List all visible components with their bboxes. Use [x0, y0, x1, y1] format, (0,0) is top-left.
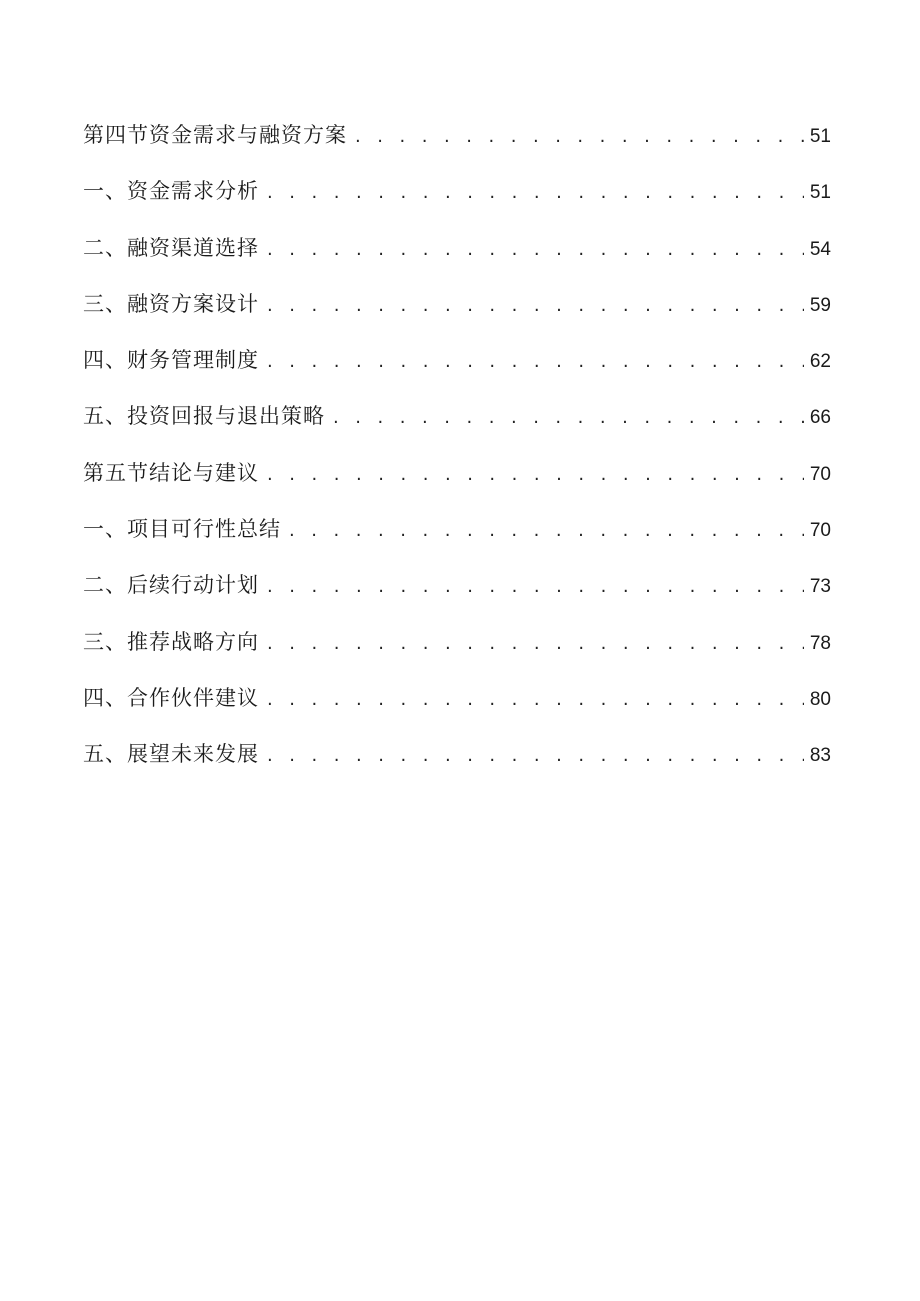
- toc-entry-page-number: 59: [809, 294, 831, 316]
- toc-entry-page-number: 62: [809, 351, 831, 373]
- toc-entry-page-number: 83: [809, 745, 831, 767]
- toc-entry-page-number: 66: [809, 407, 831, 429]
- toc-entry-future-outlook[interactable]: [83, 734, 831, 790]
- toc-entry-section-5[interactable]: [83, 453, 831, 509]
- toc-entry-page-number: 51: [809, 126, 831, 147]
- toc-entry-title: 第四节资金需求与融资方案: [83, 123, 347, 147]
- table-of-contents: [83, 115, 831, 791]
- toc-dot-leader: [267, 455, 804, 495]
- toc-entry-strategy-direction[interactable]: [83, 622, 831, 678]
- toc-dot-leader: [267, 567, 804, 607]
- toc-entry-title: 一、资金需求分析: [83, 179, 259, 204]
- toc-entry-title: 五、投资回报与退出策略: [83, 404, 325, 429]
- toc-entry-title: 二、后续行动计划: [83, 573, 259, 598]
- toc-dot-leader: [333, 398, 804, 438]
- toc-dot-leader: [267, 173, 804, 213]
- toc-entry-action-plan[interactable]: [83, 565, 831, 621]
- toc-entry-title: 三、推荐战略方向: [83, 629, 259, 654]
- toc-entry-partner-suggestions[interactable]: [83, 678, 831, 734]
- toc-dot-leader: [267, 680, 804, 720]
- toc-entry-page-number: 54: [809, 238, 831, 260]
- toc-dot-leader: [267, 736, 804, 776]
- toc-entry-financing-channels[interactable]: [83, 228, 831, 284]
- toc-entry-page-number: 80: [809, 688, 831, 710]
- toc-dot-leader: [355, 117, 804, 157]
- toc-entry-page-number: 70: [809, 520, 831, 542]
- toc-dot-leader: [289, 511, 804, 551]
- toc-entry-page-number: 73: [809, 576, 831, 598]
- toc-entry-financing-plan[interactable]: [83, 284, 831, 340]
- toc-dot-leader: [267, 230, 804, 270]
- toc-entry-title: 四、合作伙伴建议: [83, 685, 259, 710]
- toc-entry-section-4[interactable]: [83, 115, 831, 171]
- toc-entry-funding-needs[interactable]: [83, 171, 831, 227]
- toc-entry-page-number: 78: [809, 632, 831, 654]
- toc-dot-leader: [267, 286, 804, 326]
- toc-entry-page-number: 51: [809, 182, 831, 204]
- toc-entry-investment-return[interactable]: [83, 396, 831, 452]
- toc-entry-title: 五、展望未来发展: [83, 742, 259, 767]
- toc-entry-page-number: 70: [809, 463, 831, 485]
- toc-dot-leader: [267, 624, 804, 664]
- toc-dot-leader: [267, 342, 804, 382]
- toc-entry-title: 第五节结论与建议: [83, 460, 259, 485]
- toc-entry-title: 一、项目可行性总结: [83, 517, 281, 542]
- toc-entry-title: 二、融资渠道选择: [83, 235, 259, 260]
- toc-entry-title: 三、融资方案设计: [83, 291, 259, 316]
- toc-entry-feasibility-summary[interactable]: [83, 509, 831, 565]
- toc-entry-financial-management[interactable]: [83, 340, 831, 396]
- toc-entry-title: 四、财务管理制度: [83, 348, 259, 373]
